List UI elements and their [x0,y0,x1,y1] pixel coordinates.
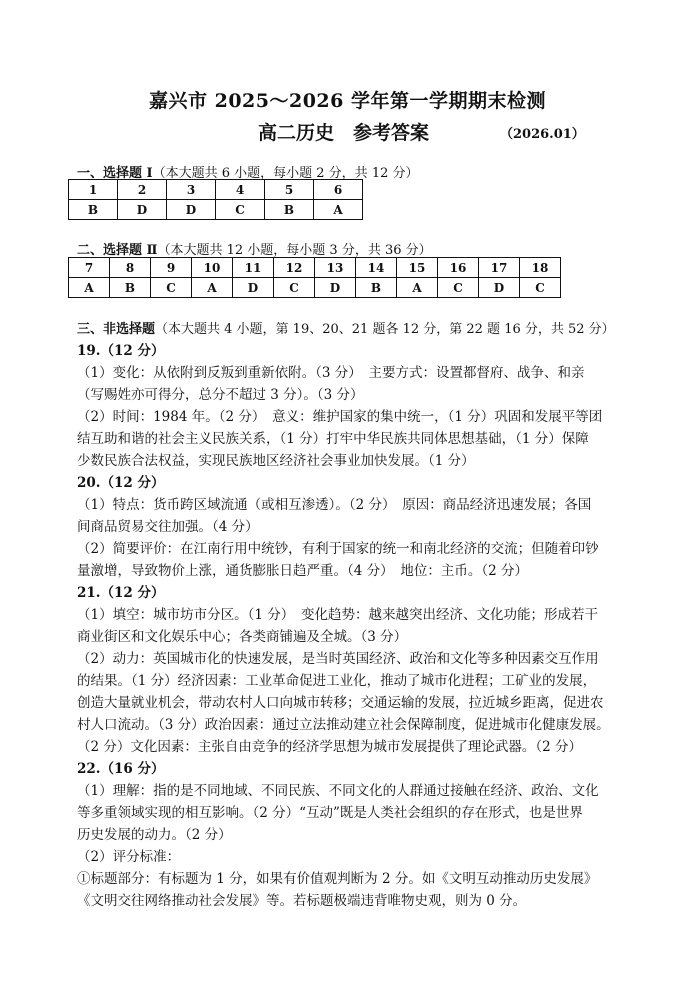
answer-line: （1）特点：货币跨区域流通（或相互渗透）。（2 分） 原因：商品经济迅速发展；各国 [77,497,592,513]
q-number: 16 [438,258,479,278]
answer-line: （2）时间：1984 年。（2 分） 意义：维护国家的集中统一，（1 分）巩固和发展平等团 [77,409,603,425]
q-number: 13 [315,258,356,278]
answer-line: 村人口流动。（3 分）政治因素：通过立法推动建立社会保障制度，促进城市化健康发展。 [77,717,610,733]
section3-note: （本大题共 4 小题，第 19、20、21 题各 12 分，第 22 题 16 分，共 52 分） [155,322,615,337]
answer-line: （写赐姓亦可得分，总分不超过 3 分）。（3 分） [77,387,364,403]
answer-line: 间商品贸易交往加强。（4 分） [77,519,259,535]
q-answer: C [151,278,192,298]
q-answer: B [265,200,314,220]
answer-line: （1）填空：城市坊市分区。（1 分） 变化趋势：越来越突出经济、文化功能；形成若干 [77,607,598,623]
answer-line: （2）评分标准： [77,849,181,865]
section1-heading: 一、选择题 Ⅰ [77,166,153,181]
question-heading: 21.（12 分） [77,585,165,601]
answer-line: 历史发展的动力。（2 分） [77,827,232,843]
q-answer: C [216,200,265,220]
q-answer: A [69,278,110,298]
section3-heading: 三、非选择题 [77,322,156,337]
q-answer: B [110,278,151,298]
q-number: 3 [167,180,216,200]
q-number: 14 [356,258,397,278]
document-title: 嘉兴市 2025～2026 学年第一学期期末检测 [149,90,546,112]
answer-line: （1）理解：指的是不同地域、不同民族、不同文化的人群通过接触在经济、政治、文化 [77,783,599,799]
section2-note: （本大题共 12 小题，每小题 3 分，共 36 分） [157,243,432,258]
answer-table-1 [68,179,363,220]
q-answer: B [69,200,118,220]
answer-line: 《文明交往网络推动社会发展》等。若标题极端违背唯物史观，则为 0 分。 [77,893,527,909]
q-number: 18 [520,258,561,278]
q-answer: A [314,200,363,220]
answer-line: （2 分）文化因素：主张自由竞争的经济学思想为城市发展提供了理论武器。（2 分） [77,739,583,755]
q-answer: A [397,278,438,298]
q-number: 7 [69,258,110,278]
q-answer: C [520,278,561,298]
answer-line: （2）简要评价：在江南行用中统钞，有利于国家的统一和南北经济的交流；但随着印钞 [77,541,599,557]
section3-heading-row [77,318,615,337]
answer-line: （1）变化：从依附到反叛到重新依附。（3 分） 主要方式：设置都督府、战争、和亲 [77,365,585,381]
q-answer: D [315,278,356,298]
q-answer: A [192,278,233,298]
q-number: 2 [118,180,167,200]
answer-table-2 [68,257,561,298]
q-number: 1 [69,180,118,200]
answer-line: 等多重领域实现的相互影响。（2 分）“互动”既是人类社会组织的存在形式，也是世界 [77,805,583,821]
q-answer: D [479,278,520,298]
q-answer: B [356,278,397,298]
section2-heading: 二、选择题 Ⅱ [77,243,158,258]
q-number: 17 [479,258,520,278]
q-number: 15 [397,258,438,278]
section1-note: （本大题共 6 小题，每小题 2 分，共 12 分） [152,166,419,181]
answer-line: （2）动力：英国城市化的快速发展，是当时英国经济、政治和文化等多种因素交互作用 [77,651,599,667]
document-date: （2026.01） [500,127,585,142]
answer-line: 量激增，导致物价上涨，通货膨胀日趋严重。（4 分） 地位：主币。（2 分） [77,563,529,579]
answer-line: 的结果。（1 分）经济因素：工业革命促进工业化，推动了城市化进程；工矿业的发展， [77,673,597,689]
q-number: 5 [265,180,314,200]
question-heading: 20.（12 分） [77,475,165,491]
q-answer: D [118,200,167,220]
q-number: 11 [233,258,274,278]
q-number: 8 [110,258,151,278]
q-number: 10 [192,258,233,278]
q-answer: C [274,278,315,298]
q-number: 6 [314,180,363,200]
q-number: 4 [216,180,265,200]
answer-line: 少数民族合法权益，实现民族地区经济社会事业加快发展。（1 分） [77,453,475,469]
answer-line: 结互助和谐的社会主义民族关系，（1 分）打牢中华民族共同体思想基础，（1 分）保障 [77,431,589,447]
answer-line: ①标题部分：有标题为 1 分，如果有价值观判断为 2 分。如《文明互动推动历史发展》 [77,871,598,887]
question-heading: 19.（12 分） [77,343,165,359]
document-subtitle: 高二历史 参考答案 [258,122,430,144]
answer-line: 商业街区和文化娱乐中心；各类商铺遍及全城。（3 分） [77,629,408,645]
section2-heading-row [77,239,432,258]
q-number: 9 [151,258,192,278]
q-answer: D [233,278,274,298]
q-answer: D [167,200,216,220]
question-heading: 22.（16 分） [77,761,165,777]
q-answer: C [438,278,479,298]
q-number: 12 [274,258,315,278]
answer-line: 创造大量就业机会，带动农村人口向城市转移；交通运输的发展，拉近城乡距离，促进农 [77,695,604,711]
